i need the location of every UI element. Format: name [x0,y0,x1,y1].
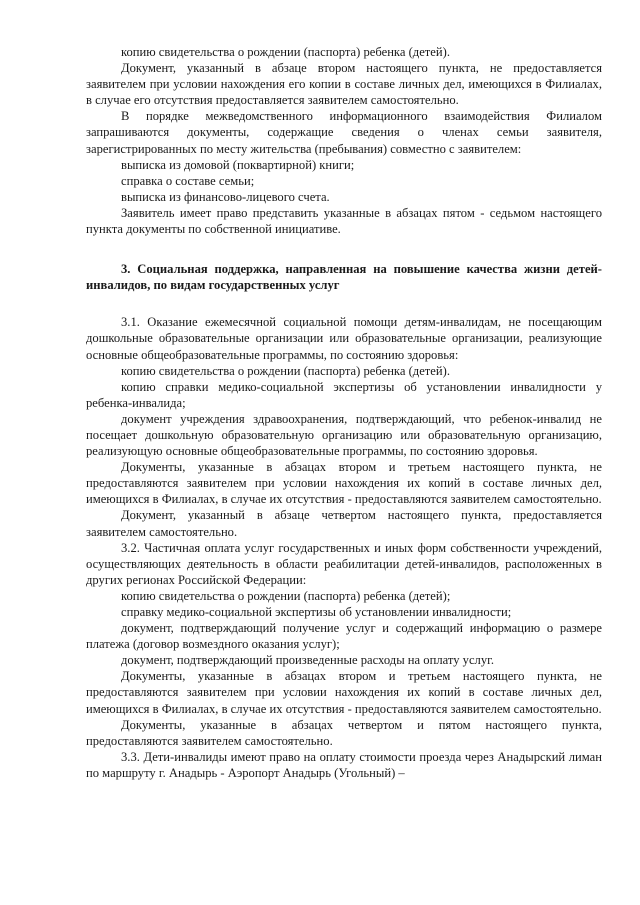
paragraph: В порядке межведомственного информационного взаимодействия Филиалом запрашиваются документы, содержащие сведения о членах семьи заявителя, зарегистрированных по месту жительства (пребывания) совместно с заявителем: [86,109,602,156]
section-heading: 3. Социальная поддержка, направленная на повышение качества жизни детей-инвалидов, по видам государственных услуг [86,262,602,293]
paragraph: справка о составе семьи; [121,173,255,188]
paragraph: Документы, указанные в абзацах втором и третьем настоящего пункта, не предоставляются заявителем при условии нахождения их копий в составе личных дел, имеющихся в Филиалах, в случае их отсутствия - предоставляются заявителем самостоятельно. [86,460,602,507]
paragraph: копию свидетельства о рождении (паспорта) ребенка (детей). [121,363,450,378]
paragraph: Заявитель имеет право представить указанные в абзацах пятом - седьмом настоящего пункта документы по собственной инициативе. [86,205,602,237]
paragraph: копию справки медико-социальной экспертизы об установлении инвалидности у ребенка-инвалида; [86,379,602,410]
paragraph: 3.2. Частичная оплата услуг государственных и иных форм собственности учреждений, осуществляющих деятельность в области реабилитации детей-инвалидов, расположенных в других регионах Российской Федерации: [86,540,602,587]
paragraph: Документ, указанный в абзаце втором настоящего пункта, не предоставляется заявителем при условии нахождения его копии в составе личных дел, имеющихся в Филиалах, в случае его отсутствия предоставляется заявителем самостоятельно. [86,61,602,108]
paragraph: Документ, указанный в абзаце четвертом настоящего пункта, предоставляется заявителем самостоятельно. [86,508,602,539]
paragraph: документ, подтверждающий получение услуг и содержащий информацию о размере платежа (договор возмездного оказания услуг); [86,621,602,652]
paragraph: документ, подтверждающий произведенные расходы на оплату услуг. [121,653,495,668]
paragraph: копию свидетельства о рождении (паспорта) ребенка (детей). [121,45,450,59]
paragraph: 3.3. Дети-инвалиды имеют право на оплату стоимости проезда через Анадырский лиман по маршруту г. Анадырь - Аэропорт Анадырь (Угольный) – [86,749,602,780]
paragraph-group-main [86,314,602,781]
paragraph: Документы, указанные в абзацах четвертом и пятом настоящего пункта, предоставляются заявителем самостоятельно. [86,717,602,748]
paragraph: 3.1. Оказание ежемесячной социальной помощи детям-инвалидам, не посещающим дошкольные образовательные организации или образовательные организации, реализующие основные общеобразовательные программы, по состоянию здоровья: [86,315,602,362]
document-page [86,44,602,781]
paragraph: копию свидетельства о рождении (паспорта) ребенка (детей); [121,588,451,603]
paragraph: документ учреждения здравоохранения, подтверждающий, что ребенок-инвалид не посещает дошкольную образовательную организацию или образовательную организацию, реализующую основные общеобразовательные программы, по состоянию здоровья. [86,411,602,459]
paragraph: выписка из домовой (поквартирной) книги; [121,157,355,172]
paragraph: выписка из финансово-лицевого счета. [121,189,330,204]
paragraph-group-top [86,44,602,237]
paragraph: справку медико-социальной экспертизы об установлении инвалидности; [121,605,512,619]
paragraph: Документы, указанные в абзацах втором и третьем настоящего пункта, не предоставляются заявителем при условии нахождения их копий в составе личных дел, имеющихся в Филиалах, в случае их отсутствия - предоставляются заявителем самостоятельно. [86,669,602,716]
